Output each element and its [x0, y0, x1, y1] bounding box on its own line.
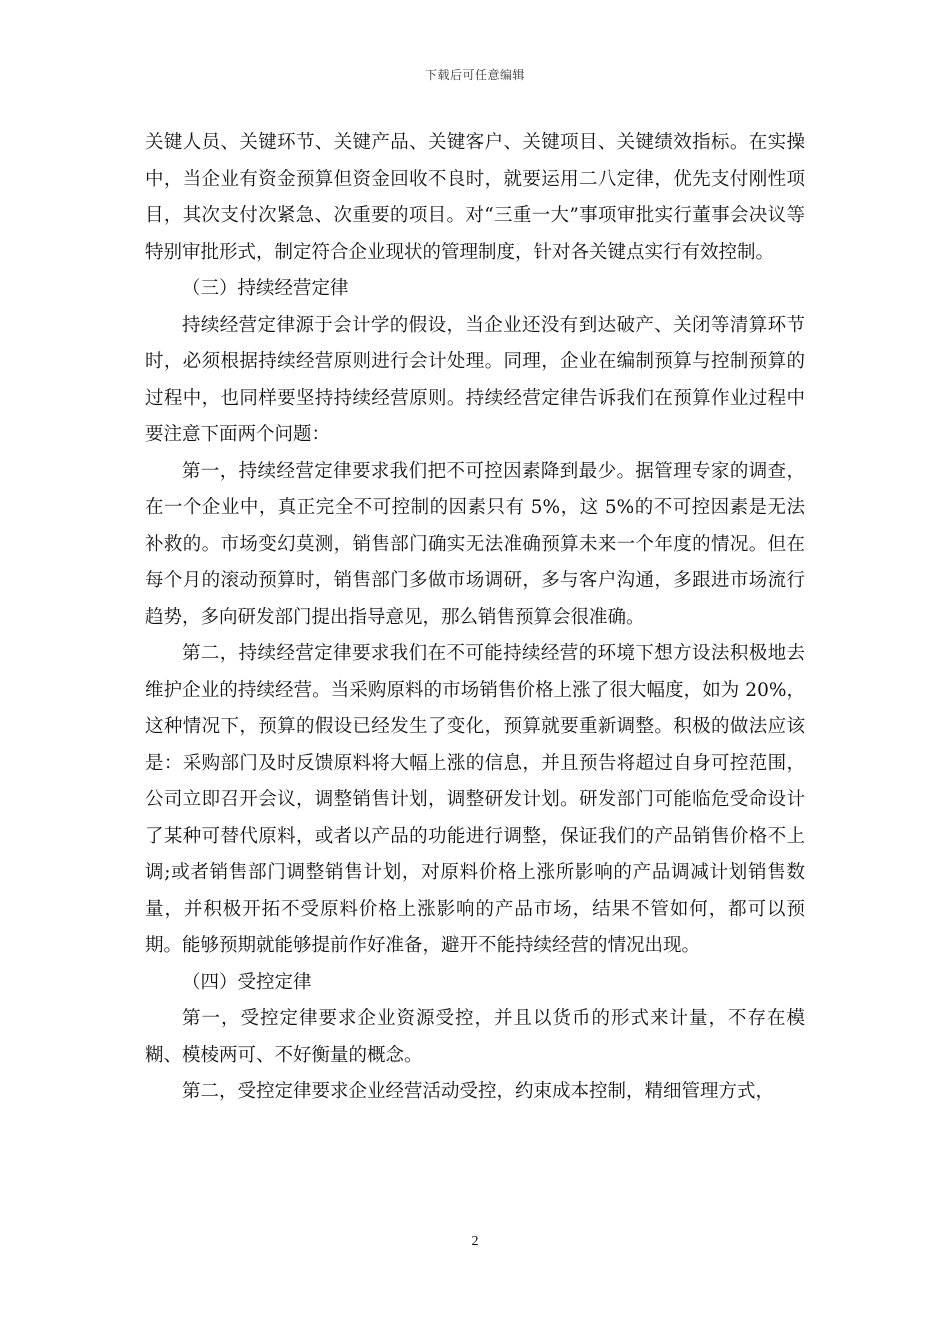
paragraph-first-point: 第一，持续经营定律要求我们把不可控因素降到最少。据管理专家的调查，在一个企业中，真正完全不可控制的因素只有 5%，这 5%的不可控因素是无法补救的。市场变幻莫测，销售部门确实无法准确预算未来一个年度的情况。但在每个月的滚动预算时，销售部门多做市场调研，多与客户沟通，多跟进市场流行趋势，多向研发部门提出指导意见，那么销售预算会很准确。	[145, 460, 805, 628]
document-body	[145, 125, 805, 1111]
section-heading-continuous-operation: （三）持续经营定律	[182, 278, 349, 299]
page-number: 2	[471, 1234, 479, 1249]
paragraph-control-first: 第一，受控定律要求企业资源受控，并且以货币的形式来计量，不存在模糊、模棱两可、不好衡量的概念。	[145, 1008, 805, 1066]
section-heading-control: （四）受控定律	[182, 971, 312, 993]
page-header: 下载后可任意编辑	[424, 68, 525, 82]
paragraph-control-second: 第二，受控定律要求企业经营活动受控，约束成本控制，精细管理方式，	[182, 1081, 775, 1102]
paragraph-continued: 关键人员、关键环节、关键产品、关键客户、关键项目、关键绩效指标。在实操中，当企业有资金预算但资金回收不良时，就要运用二八定律，优先支付刚性项目，其次支付次紧急、次重要的项目。对“三重一大”事项审批实行董事会决议等特别审批形式，制定符合企业现状的管理制度，针对各关键点实行有效控制。	[145, 132, 805, 263]
paragraph-second-point: 第二，持续经营定律要求我们在不可能持续经营的环境下想方设法积极地去维护企业的持续经营。当采购原料的市场销售价格上涨了很大幅度，如为 20%，这种情况下，预算的假设已经发生了变化，预算就要重新调整。积极的做法应该是：采购部门及时反馈原料将大幅上涨的信息，并且预告将超过自身可控范围，公司立即召开会议，调整销售计划，调整研发计划。研发部门可能临危受命设计了某种可替代原料，或者以产品的功能进行调整，保证我们的产品销售价格不上调;或者销售部门调整销售计划，对原料价格上涨所影响的产品调减计划销售数量，并积极开拓不受原料价格上涨影响的产品市场，结果不管如何，都可以预期。能够预期就能够提前作好准备，避开不能持续经营的情况出现。	[145, 643, 805, 956]
paragraph-continuous-operation-intro: 持续经营定律源于会计学的假设，当企业还没有到达破产、关闭等清算环节时，必须根据持续经营原则进行会计处理。同理，企业在编制预算与控制预算的过程中，也同样要坚持持续经营原则。持续经营定律告诉我们在预算作业过程中要注意下面两个问题：	[145, 314, 805, 445]
